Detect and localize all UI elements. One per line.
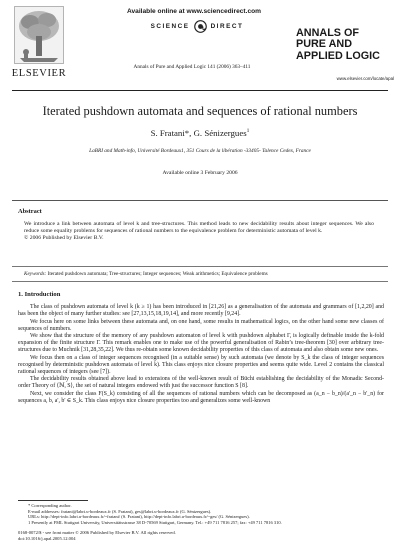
footnote-divider [18,500,88,501]
paragraph: We focus here on some links between these automata and, on one hand, some results in mathematical logics, on the other hand some new classes of sequences of numbers. [18,318,384,332]
keywords [24,271,374,277]
available-online-banner: Available online at www.sciencedirect.com [127,8,261,15]
footnotes [18,503,384,525]
keywords-list: Iterated pushdown automata; Tree-structures; Integer sequences; Weak arithmetics; Equivalence problems [47,271,268,277]
journal-header [0,0,400,92]
journal-name-line: ANNALS OF [296,27,359,39]
doi-line[interactable]: doi:10.1016/j.apal.2005.12.004 [18,535,76,541]
author-footnote-marker: 1 [246,128,250,135]
article-meta [18,530,384,541]
keywords-divider-bottom [12,281,388,282]
footnote-urls[interactable]: URLs: http://dept-info.labri.u-bordeaux.fr/~fratani/ (S. Fratani), http://dept-info.labri.u-bordeaux.fr/~ges/ (G. Sénizergues). [28,514,250,520]
publisher-wordmark: ELSEVIER [11,68,67,79]
section-body [18,304,384,405]
author-affiliation: LaBRI and Math-info, Université Bordeaux1, 351 Cours de la libération -33405- Talence Cedex, France [89,148,311,154]
keywords-label: Keywords: [24,271,47,277]
footnote-corresponding: * Corresponding author. [28,503,72,508]
elsevier-tree-icon [14,6,64,64]
elsevier-logo [6,6,72,84]
footnote-emails[interactable]: E-mail addresses: fratani@labri.u-bordeaux.fr (S. Fratani), ges@labri.u-bordeaux.fr (G. Sénizergues). [28,508,212,514]
article-authors [20,128,380,138]
article-title: Iterated pushdown automata and sequences of rational numbers [42,104,358,118]
paragraph: The class of pushdown automata of level k (k ≥ 1) has been introduced in [21,26] as a generalisation of the automata and grammars of [1,2,20] and has been the object of many further studies: see [27,13,15,18,19,14], and more recently [9,24]. [18,304,384,317]
abstract-heading: Abstract [18,208,42,215]
sciencedirect-at-icon [194,20,207,33]
sciencedirect-right-word: DIRECT [210,22,244,30]
sciencedirect-left-word: SCIENCE [150,22,190,30]
journal-name [296,28,400,62]
header-divider [12,90,388,91]
author-names: S. Fratani*, G. Sénizergues [150,128,247,138]
abstract-divider-top [12,200,388,201]
sciencedirect-logo [112,18,282,34]
journal-url[interactable]: www.elsevier.com/locate/apal [336,76,394,81]
section-heading: 1. Introduction [18,291,61,298]
paragraph: Next, we consider the class F(S_k) consisting of all the sequences of rational numbers which can be decomposed as (a_n − b_n)/(a'_n − b'_n) for sequences a, b, a', b' ∈ S_k. This class enjoys nice closure properties too and generalizes some well-known [18,390,384,404]
paragraph: We focus then on a class of integer sequences recognised (in a suitable sense) by such automata (we denote by S_k the class of integer sequences recognised by deterministic pushdown automata of level k). This class enjoys nice closure properties and seems quite wide. Level 2 contains the classical rational sequences of integers (see [7]). [18,354,384,375]
abstract-copyright: © 2006 Published by Elsevier B.V. [24,235,104,242]
footnote-affiliation: 1 Presently at FML Stuttgart University, Universitätsstrasse 38 D-70569 Stuttgart, Germany. Tel.: +49 711 7816 257; fax: +49 711 7816 310. [28,519,282,525]
journal-reference: Annals of Pure and Applied Logic 141 (2006) 363–411 [133,64,251,70]
paragraph: The decidability results obtained above lead to extensions of the well-known result of Büchi establishing the decidability of the Monadic Second-order Theory of ⟨ℕ, S⟩, the set of natural integers endowed with just the successor function S [8]. [18,376,384,389]
abstract-text: We introduce a link between automata of level k and tree-structures. This method leads to new decidability results about integer sequences. We also reduce some equality problems for sequences of rational numbers to the equivalence problem for deterministic automata of level k. [24,221,374,235]
journal-name-line: APPLIED LOGIC [296,49,380,62]
keywords-divider-top [12,266,388,267]
journal-name-line: PURE AND [296,38,352,51]
available-online-date: Available online 3 February 2006 [162,170,238,176]
issn-line: 0168-0072/$ - see front matter © 2006 Published by Elsevier B.V. All rights reserved. [18,530,176,535]
abstract-body [24,221,374,243]
paragraph: We show that the structure of the memory of any pushdown automaton of level k with pushdown alphabet Γ, is logically definable inside the k-fold expansion of the finite structure Γ. This remark enables one to make use of the powerful generalisation of Rabin’s tree-theorem [30] over arbitrary tree-structures due to Muchnik [31,28,35,22]. We thus re-obtain some known decidability properties of this class of automata and also obtain some new ones. [18,333,384,353]
